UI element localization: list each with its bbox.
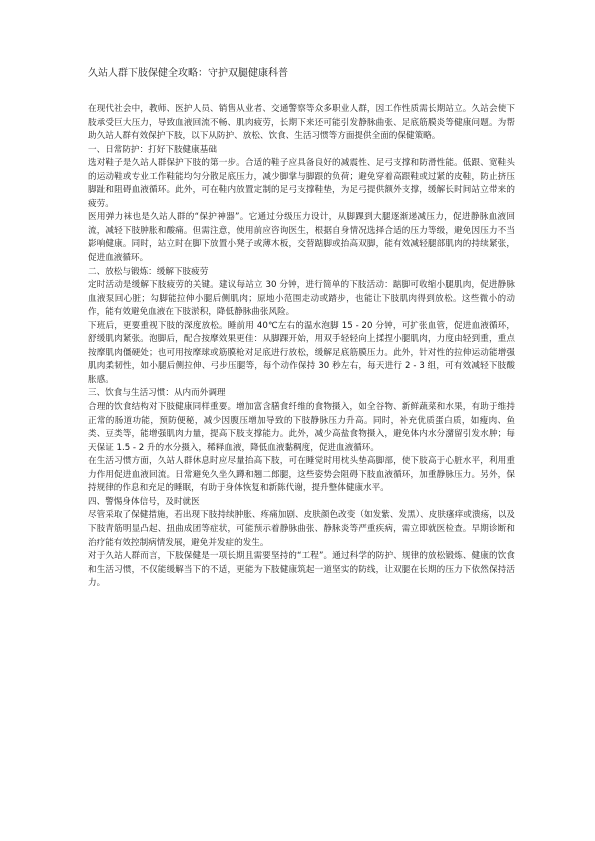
document-page	[88, 0, 515, 841]
paragraph-regular-activity: 定时活动是缓解下肢疲劳的关键。建议每站立 30 分钟，进行简单的下肢活动：踮脚可收缩小腿肌肉，促进静脉血液泵回心脏；勾脚能拉伸小腿后侧肌肉；原地小范围走动或踏步，也能让下肢肌肉得到放松。这些微小的动作，能有效避免血液在下肢淤积，降低静脉曲张风险。	[88, 280, 515, 318]
document-title: 久站人群下肢保健全攻略：守护双腿健康科普	[88, 68, 288, 79]
section-heading-protection: 一、日常防护：打好下肢健康基础	[88, 144, 217, 155]
paragraph-symptoms: 尽管采取了保健措施，若出现下肢持续肿胀、疼痛加剧、皮肤颜色改变（如发紫、发黑）、皮肤瘙痒或溃疡，以及下肢青筋明显凸起、扭曲成团等症状，可能预示着静脉曲张、静脉炎等严重疾病，需立即就医检查。早期诊断和治疗能有效控制病情发展，避免并发症的发生。	[88, 510, 515, 548]
paragraph-habits: 在生活习惯方面，久站人群休息时应尽量抬高下肢，可在睡觉时用枕头垫高脚部，使下肢高于心脏水平，利用重力作用促进血液回流。日常避免久坐久蹲和翘二郎腿，这些姿势会阻碍下肢血液循环，加重静脉压力。另外，保持规律的作息和充足的睡眠，有助于身体恢复和新陈代谢，提升整体健康水平。	[88, 456, 515, 494]
paragraph-conclusion: 对于久站人群而言，下肢保健是一项长期且需要坚持的“工程”。通过科学的防护、规律的放松锻炼、健康的饮食和生活习惯，不仅能缓解当下的不适，更能为下肢健康筑起一道坚实的防线，让双腿在长期的压力下依然保持活力。	[88, 551, 515, 589]
paragraph-compression-stockings: 医用弹力袜也是久站人群的“保护神器”。它通过分级压力设计，从脚踝到大腿逐渐递减压力，促进静脉血液回流，减轻下肢肿胀和酸痛。但需注意，使用前应咨询医生，根据自身情况选择合适的压力等级，避免因压力不当影响健康。同时，站立时在脚下放置小凳子或薄木板，交替踮脚或抬高双脚，能有效减轻腿部肌肉的持续紧张，促进血液循环。	[88, 212, 515, 264]
section-heading-relaxation: 二、放松与锻炼：缓解下肢疲劳	[88, 266, 209, 277]
section-heading-diet-habits: 三、饮食与生活习惯：从内而外调理	[88, 388, 226, 399]
paragraph-after-work-relaxation: 下班后，更要重视下肢的深度放松。睡前用 40℃左右的温水泡脚 15 - 20 分钟，可扩张血管，促进血液循环，舒缓肌肉紧张。泡脚后，配合按摩效果更佳：从脚踝开始，用双手轻轻向上揉捏小腿肌肉，力度由轻到重，重点按摩肌肉僵硬处；也可用按摩球或筋膜枪对足底进行放松，缓解足底筋膜压力。此外，针对性的拉伸运动能增强肌肉柔韧性，如小腿后侧拉伸、弓步压腿等，每个动作保持 30 秒左右，每天进行 2 - 3 组，可有效减轻下肢酸胀感。	[88, 320, 515, 385]
paragraph-shoes: 选对鞋子是久站人群保护下肢的第一步。合适的鞋子应具备良好的减震性、足弓支撑和防滑性能。低跟、宽鞋头的运动鞋或专业工作鞋能均匀分散足底压力，减少脚掌与脚跟的负荷；避免穿着高跟鞋或过紧的皮鞋，防止挤压脚趾和阻碍血液循环。此外，可在鞋内放置定制的足弓支撑鞋垫，为足弓提供额外支撑，缓解长时间站立带来的疲劳。	[88, 158, 515, 209]
section-heading-warning-signs: 四、警惕身体信号，及时就医	[88, 496, 200, 507]
document-body	[88, 103, 515, 591]
paragraph-diet: 合理的饮食结构对下肢健康同样重要。增加富含膳食纤维的食物摄入，如全谷物、新鲜蔬菜和水果，有助于维持正常的肠道功能，预防便秘，减少因腹压增加导致的下肢静脉压力升高。同时，补充优质蛋白质，如瘦肉、鱼类、豆类等，能增强肌肉力量，提高下肢支撑能力。此外，减少高盐食物摄入，避免体内水分潴留引发水肿；每天保证 1.5 - 2 升的水分摄入，稀释血液，降低血液黏稠度，促进血液循环。	[88, 402, 515, 453]
intro-paragraph: 在现代社会中，教师、医护人员、销售从业者、交通警察等众多职业人群，因工作性质需长期站立。久站会使下肢承受巨大压力，导致血液回流不畅、肌肉疲劳，长期下来还可能引发静脉曲张、足底筋膜炎等健康问题。为帮助久站人群有效保护下肢，以下从防护、放松、饮食、生活习惯等方面提供全面的保健策略。	[88, 104, 515, 142]
